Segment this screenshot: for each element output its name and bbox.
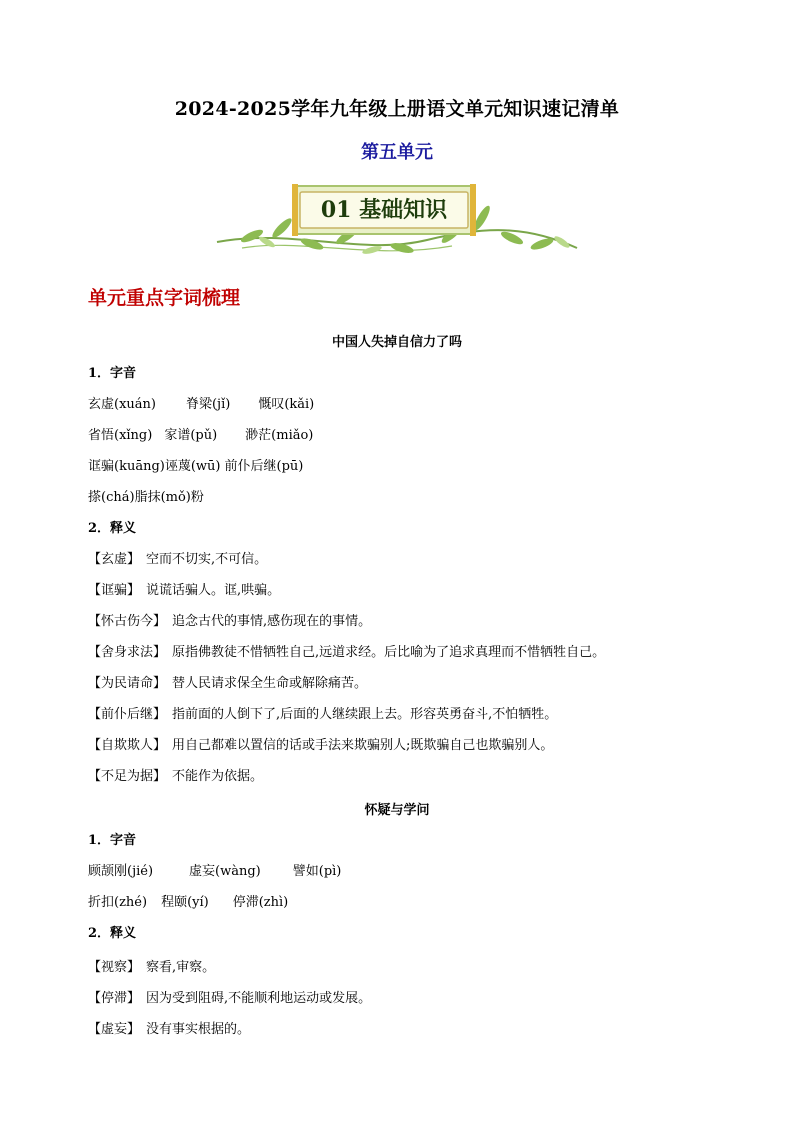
pron-item: 譬如(pì) bbox=[292, 864, 342, 879]
lesson-title: 中国人失掉自信力了吗 bbox=[331, 335, 462, 350]
unit-title: 第五单元 bbox=[361, 142, 433, 163]
pronunciation-heading: 1．字音 bbox=[88, 833, 137, 848]
definition-meaning: 用自己都难以置信的话或手法来欺骗别人;既欺骗自己也欺骗别人。 bbox=[172, 738, 554, 753]
definition-item bbox=[88, 765, 263, 784]
definition-term: 【舍身求法】 bbox=[88, 645, 167, 660]
definition-heading: 2．释义 bbox=[88, 521, 137, 536]
definition-term: 【自欺欺人】 bbox=[88, 738, 167, 753]
definition-term: 【虚妄】 bbox=[88, 1022, 141, 1037]
pron-item: 虚妄(wàng) bbox=[189, 864, 261, 879]
definition-meaning: 替人民请求保全生命或解除痛苦。 bbox=[172, 676, 368, 691]
definition-meaning: 追念古代的事情,感伤现在的事情。 bbox=[172, 614, 372, 629]
definition-meaning: 不能作为依据。 bbox=[172, 769, 264, 784]
pron-item: 搽(chá) bbox=[88, 490, 135, 505]
document-title: 2024-2025学年九年级上册语文单元知识速记清单 bbox=[174, 98, 620, 120]
pronunciation-heading: 1．字音 bbox=[88, 366, 137, 381]
definition-term: 【不足为据】 bbox=[88, 769, 167, 784]
pron-item: 脊梁(jǐ) bbox=[185, 397, 231, 412]
pronunciation-row bbox=[88, 424, 313, 443]
definition-meaning: 因为受到阻碍,不能顺利地运动或发展。 bbox=[146, 991, 372, 1006]
definition-meaning: 指前面的人倒下了,后面的人继续跟上去。形容英勇奋斗,不怕牺牲。 bbox=[172, 707, 558, 722]
pronunciation-row bbox=[88, 486, 204, 505]
lesson-title: 怀疑与学问 bbox=[364, 803, 430, 818]
definition-meaning: 没有事实根据的。 bbox=[146, 1022, 251, 1037]
definition-item bbox=[88, 548, 267, 567]
pron-item: 玄虚(xuán) bbox=[88, 397, 156, 412]
definition-item bbox=[88, 579, 280, 598]
pron-item: 渺茫(miǎo) bbox=[245, 428, 314, 443]
definition-term: 【怀古伤今】 bbox=[88, 614, 167, 629]
pron-item: 诓骗(kuāng) bbox=[88, 459, 165, 474]
pron-item: 程颐(yí) bbox=[161, 895, 209, 910]
definition-item bbox=[88, 641, 605, 660]
definition-meaning: 说谎话骗人。诓,哄骗。 bbox=[146, 583, 281, 598]
definition-term: 【为民请命】 bbox=[88, 676, 167, 691]
definition-meaning: 察看,审察。 bbox=[146, 960, 216, 975]
pronunciation-row bbox=[88, 891, 288, 910]
pron-item: 脂抹(mǒ) bbox=[134, 490, 191, 505]
pronunciation-row bbox=[88, 860, 341, 879]
definition-item bbox=[88, 956, 215, 975]
definition-item bbox=[88, 610, 371, 629]
definition-meaning: 空而不切实,不可信。 bbox=[146, 552, 268, 567]
pron-item: 家谱(pǔ) bbox=[164, 428, 218, 443]
definition-term: 【停滞】 bbox=[88, 991, 141, 1006]
pronunciation-row bbox=[88, 455, 303, 474]
pron-item: 停滞(zhì) bbox=[232, 895, 289, 910]
section-heading: 单元重点字词梳理 bbox=[88, 287, 241, 309]
definition-item bbox=[88, 672, 367, 691]
banner-label: 01 基础知识 bbox=[320, 197, 448, 223]
definition-item bbox=[88, 703, 557, 722]
definition-item bbox=[88, 987, 371, 1006]
pron-item: 省悟(xǐng) bbox=[88, 428, 153, 443]
definition-term: 【玄虚】 bbox=[88, 552, 141, 567]
definition-item bbox=[88, 1018, 250, 1037]
definition-term: 【视察】 bbox=[88, 960, 141, 975]
pron-item: 顾颉刚(jié) bbox=[88, 864, 154, 879]
pron-item: 慨叹(kǎi) bbox=[258, 397, 315, 412]
definition-term: 【诓骗】 bbox=[88, 583, 141, 598]
definition-item bbox=[88, 734, 553, 753]
pron-item: 前仆后继(pū) bbox=[224, 459, 304, 474]
pron-item: 折扣(zhé) bbox=[88, 895, 148, 910]
definition-heading: 2．释义 bbox=[88, 926, 137, 941]
pron-item: 诬蔑(wū) bbox=[164, 459, 221, 474]
definition-meaning: 原指佛教徒不惜牺牲自己,远道求经。后比喻为了追求真理而不惜牺牲自己。 bbox=[172, 645, 606, 660]
pron-item: 粉 bbox=[190, 490, 204, 505]
definition-term: 【前仆后继】 bbox=[88, 707, 167, 722]
pronunciation-row bbox=[88, 393, 314, 412]
